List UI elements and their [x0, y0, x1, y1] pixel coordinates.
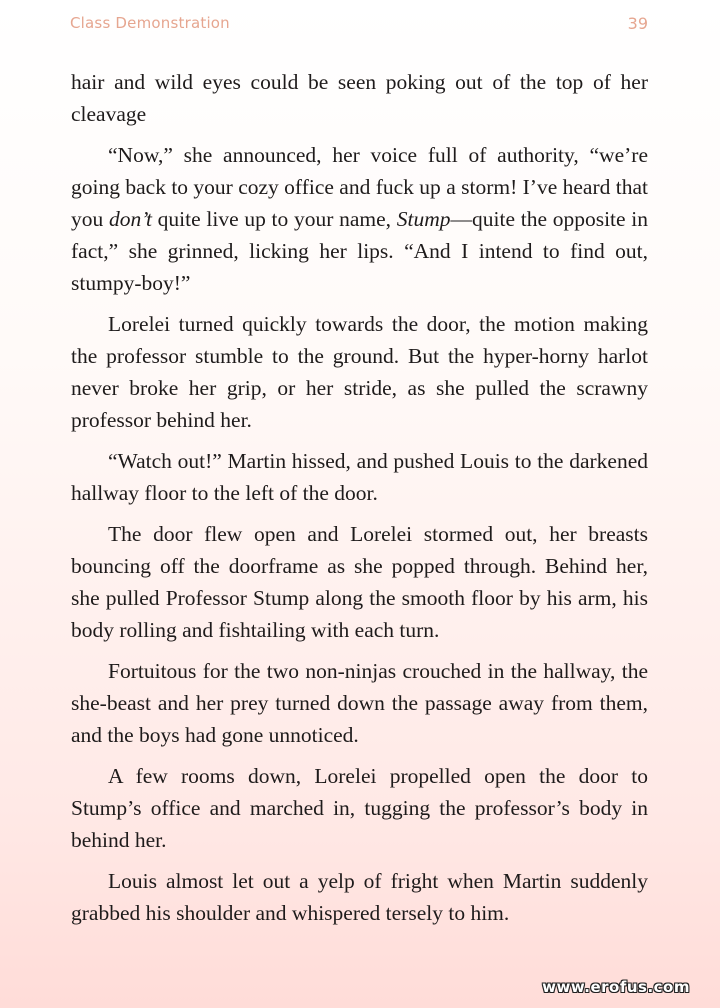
paragraph-8	[71, 865, 648, 929]
text-run: “Now,” she announced, her voice full of authority, “we’re going back to your cozy office and fuck up a storm! I’ve heard that you	[71, 143, 648, 231]
paragraph-2	[71, 139, 648, 299]
text-run: quite live up to your name,	[151, 207, 397, 231]
italic-run: don’t	[108, 207, 152, 231]
text-run: Fortuitous for the two non-ninjas crouched in the hallway, the she-beast and her prey turned down the passage away from them, and the boys had gone unnoticed.	[71, 659, 648, 747]
text-run: Lorelei turned quickly towards the door, the motion making the professor stumble to the ground. But the hyper-horny harlot never broke her grip, or her stride, as she pulled the scrawny professor behind her.	[71, 312, 648, 432]
text-run: —quite the opposite in fact,” she grinned, licking her lips. “And I intend to find out, stumpy-boy!”	[71, 207, 649, 295]
paragraph-5	[71, 518, 648, 646]
text-run: A few rooms down, Lorelei propelled open the door to Stump’s office and marched in, tugging the professor’s body in behind her.	[71, 764, 648, 852]
watermark: www.erofus.com	[542, 978, 690, 996]
paragraph-7	[71, 760, 648, 856]
text-run: Louis almost let out a yelp of fright when Martin suddenly grabbed his shoulder and whispered tersely to him.	[71, 869, 648, 925]
text-run: The door flew open and Lorelei stormed out, her breasts bouncing off the doorframe as she popped through. Behind her, she pulled Professor Stump along the smooth floor by his arm, his body rolling and fishtailing with each turn.	[71, 522, 648, 642]
paragraph-3	[71, 308, 648, 436]
running-head: Class Demonstration	[70, 14, 230, 32]
text-run: hair and wild eyes could be seen poking out of the top of her cleavage	[71, 70, 648, 126]
page-number: 39	[627, 14, 648, 33]
paragraph-4	[71, 445, 648, 509]
italic-run: Stump	[396, 207, 451, 231]
paragraph-6	[71, 655, 648, 751]
text-run: “Watch out!” Martin hissed, and pushed Louis to the darkened hallway floor to the left of the door.	[71, 449, 648, 505]
page-header	[0, 12, 720, 38]
body-text	[71, 66, 648, 938]
paragraph-1	[71, 66, 648, 130]
